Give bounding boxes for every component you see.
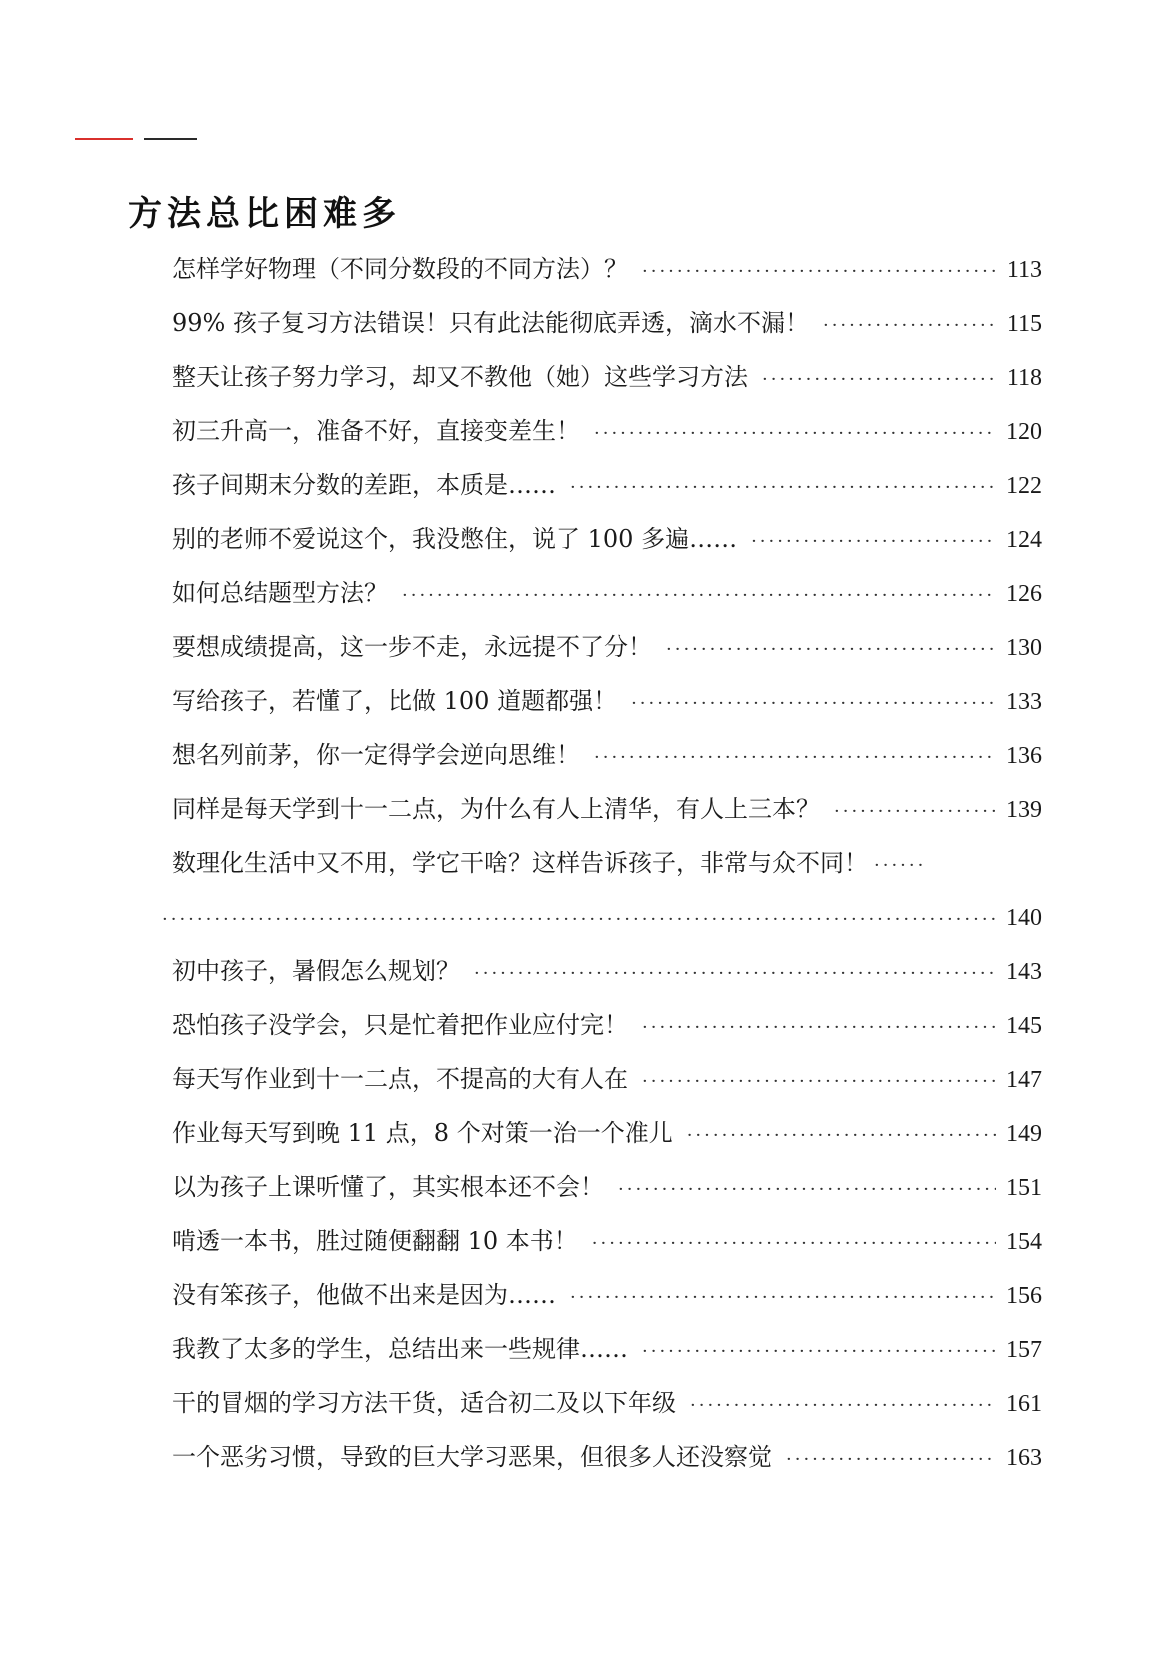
toc-entry[interactable] <box>172 458 1042 512</box>
toc-entry[interactable] <box>172 1430 1042 1484</box>
toc-entry[interactable] <box>172 350 1042 404</box>
toc-entry-page: 154 <box>1006 1229 1042 1255</box>
toc-entry-title: 初中孩子，暑假怎么规划？ <box>172 957 460 985</box>
toc-entry-title: 作业每天写到晚 11 点，8 个对策一治一个准儿 <box>172 1119 673 1147</box>
toc-entry-page: 118 <box>1006 365 1042 391</box>
toc-entry-title: 要想成绩提高，这一步不走，永远提不了分！ <box>172 633 652 661</box>
dot-leader <box>618 1160 996 1214</box>
dot-leader <box>642 1052 996 1106</box>
toc-entry[interactable] <box>172 782 1042 836</box>
toc-entry[interactable] <box>172 1214 1042 1268</box>
toc-entry-title: 同样是每天学到十一二点，为什么有人上清华，有人上三本？ <box>172 795 820 823</box>
toc-entry-page: 130 <box>1006 635 1042 661</box>
toc-entry[interactable] <box>172 404 1042 458</box>
dot-leader <box>786 1430 996 1484</box>
toc-entry-title: 干的冒烟的学习方法干货，适合初二及以下年级 <box>172 1389 676 1417</box>
dot-leader <box>823 296 997 350</box>
dot-leader <box>570 458 996 512</box>
toc-entry-title: 怎样学好物理（不同分数段的不同方法）？ <box>172 255 628 283</box>
dot-leader <box>474 944 996 998</box>
toc-entry[interactable] <box>172 620 1042 674</box>
toc-entry-title: 初三升高一，准备不好，直接变差生！ <box>172 417 580 445</box>
toc-entry-page: 139 <box>1006 797 1042 823</box>
toc-entry[interactable] <box>172 998 1042 1052</box>
toc-entry[interactable] <box>172 242 1042 296</box>
toc-entry-page: 156 <box>1006 1283 1042 1309</box>
toc-entry[interactable] <box>172 1160 1042 1214</box>
toc-entry[interactable] <box>172 566 1042 620</box>
dot-leader <box>162 890 996 944</box>
dot-leader <box>592 1214 996 1268</box>
toc-entry-page: 115 <box>1006 311 1042 337</box>
toc-entry-title: 每天写作业到十一二点，不提高的大有人在 <box>172 1065 628 1093</box>
dot-leader <box>594 728 996 782</box>
toc-entry[interactable] <box>172 512 1042 566</box>
toc-entry-page: 157 <box>1006 1337 1042 1363</box>
toc-entry-page: 163 <box>1006 1445 1042 1471</box>
toc-entry[interactable] <box>172 1106 1042 1160</box>
toc-entry[interactable] <box>172 1268 1042 1322</box>
dot-leader <box>874 836 926 890</box>
toc-entry-page: 140 <box>1006 905 1042 931</box>
dot-leader <box>642 242 997 296</box>
toc-entry-page: 136 <box>1006 743 1042 769</box>
toc-entry-title: 一个恶劣习惯，导致的巨大学习恶果，但很多人还没察觉 <box>172 1443 772 1471</box>
decorative-rule-dark <box>144 138 197 140</box>
toc-entry-title: 孩子间期末分数的差距，本质是…… <box>172 471 556 499</box>
toc-entry-title: 没有笨孩子，他做不出来是因为…… <box>172 1281 556 1309</box>
toc-entry-title: 写给孩子，若懂了，比做 100 道题都强！ <box>172 687 618 715</box>
toc-entry[interactable] <box>172 944 1042 998</box>
toc-entry[interactable] <box>172 674 1042 728</box>
dot-leader <box>690 1376 996 1430</box>
toc-entry[interactable] <box>172 1376 1042 1430</box>
dot-leader <box>642 998 996 1052</box>
toc-entry-page: 124 <box>1006 527 1042 553</box>
dot-leader <box>570 1268 996 1322</box>
toc-entry-title: 数理化生活中又不用，学它干啥？这样告诉孩子，非常与众不同！ <box>172 849 868 877</box>
dot-leader <box>762 350 997 404</box>
toc-entry-page: 151 <box>1006 1175 1042 1201</box>
toc-entry-page: 161 <box>1006 1391 1042 1417</box>
toc-entry-page: 147 <box>1006 1067 1042 1093</box>
toc-entry-title: 整天让孩子努力学习，却又不教他（她）这些学习方法 <box>172 363 748 391</box>
toc-entry[interactable] <box>172 1052 1042 1106</box>
table-of-contents <box>172 242 1042 1484</box>
toc-entry-title: 我教了太多的学生，总结出来一些规律…… <box>172 1335 628 1363</box>
toc-entry-title: 99% 孩子复习方法错误！只有此法能彻底弄透，滴水不漏！ <box>172 309 809 337</box>
toc-entry-title: 啃透一本书，胜过随便翻翻 10 本书！ <box>172 1227 578 1255</box>
toc-entry-page: 149 <box>1006 1121 1042 1147</box>
dot-leader <box>631 674 996 728</box>
toc-entry-title: 恐怕孩子没学会，只是忙着把作业应付完！ <box>172 1011 628 1039</box>
toc-entry[interactable] <box>172 836 1042 890</box>
toc-entry-page: 126 <box>1006 581 1042 607</box>
dot-leader <box>751 512 996 566</box>
toc-entry-page: 113 <box>1006 257 1042 283</box>
dot-leader <box>642 1322 996 1376</box>
dot-leader <box>402 566 996 620</box>
toc-entry[interactable] <box>172 296 1042 350</box>
toc-entry-title: 别的老师不爱说这个，我没憋住，说了 100 多遍…… <box>172 525 738 553</box>
toc-entry[interactable] <box>172 728 1042 782</box>
toc-entry-page: 122 <box>1006 473 1042 499</box>
toc-entry-page: 133 <box>1006 689 1042 715</box>
decorative-rule-red <box>75 138 133 140</box>
toc-entry[interactable] <box>172 1322 1042 1376</box>
section-title: 方法总比困难多 <box>128 194 401 234</box>
toc-entry-title: 想名列前茅，你一定得学会逆向思维！ <box>172 741 580 769</box>
toc-entry-page: 120 <box>1006 419 1042 445</box>
dot-leader <box>666 620 996 674</box>
toc-entry-continuation[interactable] <box>162 890 1042 944</box>
dot-leader <box>687 1106 996 1160</box>
dot-leader <box>594 404 996 458</box>
toc-entry-page: 145 <box>1006 1013 1042 1039</box>
toc-entry-title: 以为孩子上课听懂了，其实根本还不会！ <box>172 1173 604 1201</box>
dot-leader <box>834 782 996 836</box>
toc-entry-title: 如何总结题型方法？ <box>172 579 388 607</box>
toc-entry-page: 143 <box>1006 959 1042 985</box>
